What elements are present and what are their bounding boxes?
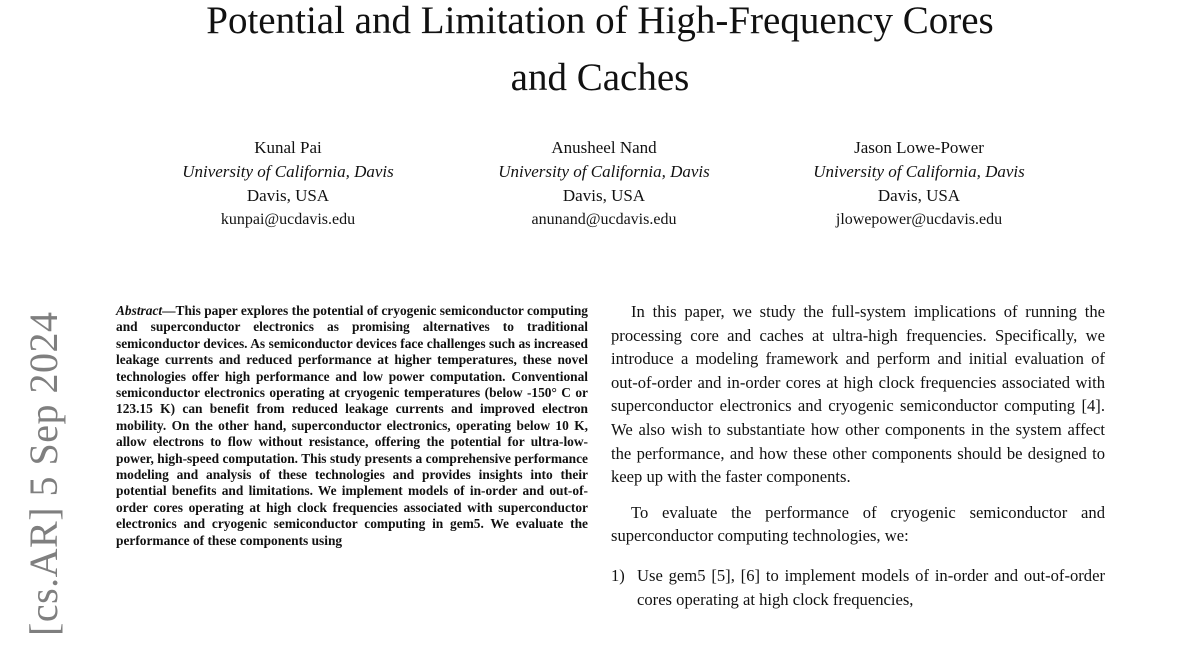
author-email: jlowepower@ucdavis.edu xyxy=(835,211,1003,228)
author-1 xyxy=(128,136,448,232)
list-item-text: Use gem5 [5], [6] to implement models of in-order and out-of-order cores operating at high clock frequencies, xyxy=(637,565,1105,609)
author-affiliation: University of California, Davis xyxy=(182,162,394,181)
abstract-section xyxy=(116,303,588,549)
author-location: Davis, USA xyxy=(246,186,330,205)
author-affiliation: University of California, Davis xyxy=(813,162,1025,181)
author-email: anunand@ucdavis.edu xyxy=(531,211,677,228)
body-paragraph-1: In this paper, we study the full-system implications of running the processing core and caches at ultra-high frequencies. Specifically, we introduce a modeling framework and perform and initial evaluation of out-of-order and in-order cores at high clock frequencies associated with superconductor electronics and cryogenic semiconductor computing [4]. We also wish to substantiate how other components in the system affect the performance, and how these other components should be designed to keep up with the faster components. xyxy=(611,302,1105,487)
arxiv-identifier-stamp: [cs.AR] 5 Sep 2024 xyxy=(21,311,66,636)
author-email: kunpai@ucdavis.edu xyxy=(220,211,356,228)
abstract-text: —This paper explores the potential of cryogenic semiconductor computing and superconductor electronics as promising alternatives to traditional semiconductor devices. As semiconductor devices face challenges such as increased leakage currents and reduced performance at higher temperatures, these novel technologies offer high performance and low power computation. Conventional semiconductor electronics operating at cryogenic temperatures (below -150° C or 123.15 K) can benefit from reduced leakage currents and improved electron mobility. On the other hand, superconductor electronics, operating below 10 K, allow electrons to flow without resistance, offering the potential for ultra-low-power, high-speed computation. This study presents a comprehensive performance modeling and analysis of these technologies and provides insights into their potential benefits and limitations. We implement models of in-order and out-of-order cores operating at high clock frequencies associated with superconductor electronics and cryogenic semiconductor computing in gem5. We evaluate the performance of these components using xyxy=(116,303,588,548)
author-location: Davis, USA xyxy=(562,186,646,205)
author-2 xyxy=(444,136,764,232)
list-item xyxy=(611,564,1105,611)
paper-title-line-2: and Caches xyxy=(510,56,690,99)
introduction-column xyxy=(611,300,1105,611)
author-affiliation: University of California, Davis xyxy=(498,162,710,181)
list-item-number: 1) xyxy=(611,565,625,585)
paper-title xyxy=(0,0,1200,99)
contribution-list xyxy=(611,564,1105,611)
paper-title-line-1: Potential and Limitation of High-Frequency Cores xyxy=(206,0,994,42)
author-3 xyxy=(759,136,1079,232)
author-name: Kunal Pai xyxy=(254,138,322,157)
author-name: Jason Lowe-Power xyxy=(854,138,984,157)
body-paragraph-2: To evaluate the performance of cryogenic semiconductor and superconductor computing technologies, we: xyxy=(611,502,1105,546)
author-name: Anusheel Nand xyxy=(551,138,657,157)
abstract-label: Abstract xyxy=(116,303,163,318)
author-location: Davis, USA xyxy=(877,186,961,205)
